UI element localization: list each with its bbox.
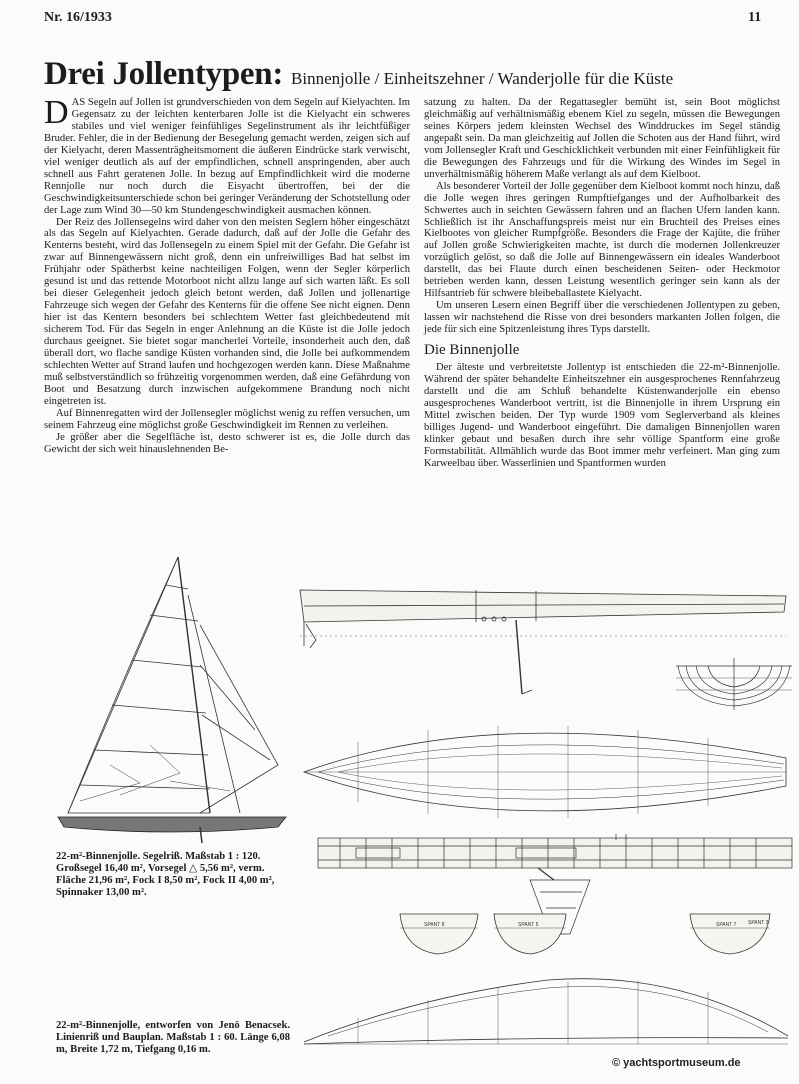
body-plan-lines bbox=[676, 658, 792, 710]
sheer-plan-lines bbox=[304, 979, 788, 1044]
sheer-plan-drawing bbox=[298, 966, 794, 1052]
page-number: 11 bbox=[748, 10, 762, 25]
sail-plan-caption: 22-m²-Binnenjolle. Segelriß. Maßstab 1 : 120. Großsegel 16,40 m², Vorsegel △ 5,56 m², verm. Fläche 21,96 m², Fock I 8,50 m², Fock II 4,00 m², Spinnaker 13,00 m². bbox=[56, 851, 275, 898]
frame-label-a: SPANT 8 bbox=[424, 922, 445, 928]
construction-lines bbox=[318, 834, 792, 880]
article-title bbox=[44, 56, 784, 93]
drop-cap: D bbox=[44, 94, 69, 131]
frame-label-c: SPANT 7 bbox=[716, 922, 737, 928]
body-plan-drawing bbox=[674, 656, 794, 714]
frame-sections-drawing bbox=[398, 904, 788, 960]
sail-plan-lines bbox=[58, 557, 286, 843]
construction-plan-drawing bbox=[316, 832, 796, 882]
title-sub: Binnenjolle / Einheitszehner / Wanderjolle für die Küste bbox=[291, 69, 674, 88]
paragraph: Auf Binnenregatten wird der Jollensegler möglichst wenig zu reffen versuchen, um seinem Fahrzeug eine möglichst große Geschwindigkeit im Rennen zu verleihen. bbox=[44, 407, 410, 431]
half-breadth-lines bbox=[304, 726, 786, 818]
lines-plan-caption: 22-m²-Binnenjolle, entworfen von Jenö Benacsek. Linienriß und Bauplan. Maßstab 1 : 60. Länge 6,08 m, Breite 1,72 m, Tiefgang 0,16 m. bbox=[56, 1020, 290, 1055]
frame-section-b bbox=[494, 914, 566, 954]
title-main: Drei Jollentypen: bbox=[44, 56, 284, 92]
section-heading: Die Binnenjolle bbox=[424, 342, 520, 359]
paragraph: Je größer aber die Segelfläche ist, desto schwerer ist es, die Jolle durch das Gewicht der sich weit hinauslehnenden Be- bbox=[44, 431, 410, 455]
half-breadth-drawing bbox=[298, 712, 792, 832]
frame-label-d: SPANT 3 bbox=[748, 920, 769, 926]
paragraph: satzung zu halten. Da der Regattasegler bemüht ist, sein Boot möglichst gleichmäßig auf verhältnismäßig ebenem Kiel zu segeln, müssen die Bewegungen seines Körpers jedem kleinsten Wechsel des Winddruckes im Segel ständig angepaßt sein. Da man gleichzeitig auf Jollen die Schoten aus der Hand führt, wird vom Jollensegler Kraft und Geschicklichkeit verbunden mit einer Feinfühligkeit für die Bewegungen des Fahrzeugs und für die Wirkung des Windes im Segel in unverhältnismäßig höherem Maße verlangt als auf dem Kielboot. bbox=[424, 97, 780, 180]
issue-number: Nr. 16/1933 bbox=[44, 10, 112, 25]
paragraph: Um unseren Lesern einen Begriff über die verschiedenen Jollentypen zu geben, lassen wir nachstehend die Risse von drei besonders markanten Jollen folgen, die jede für sich eine Spitzenleistung ihres Typs darstellt. bbox=[424, 300, 780, 336]
paragraph: Als besonderer Vorteil der Jolle gegenüber dem Kielboot kommt noch hinzu, daß die Jolle wegen ihres geringen Rumpftiefganges und der Aufholbarkeit des Schwertes auch in seichten Gewässern fahren und an flachen Ufern landen kann. Schließlich ist ihr Anschaffungspreis meist nur ein Bruchteil des Preises eines Kielbootes von gleicher Rumpfgröße. Besonders die Frage der Kajüte, die früher auf Jollen große Schwierigkeiten machte, ist durch die modernen Jollenkreuzer vorzüglich gelöst, so daß die Jolle auf Binnengewässern ein ideales Wanderboot darstellt, das bei Flaute durch einen bescheidenen Seiten- oder Heckmotor betrieben werden kann, dessen Leistung wesentlich geringer sein kann als der Hilfsantrieb für schwere bleibeballastete Kielyacht. bbox=[424, 180, 780, 300]
sail-plan-drawing bbox=[50, 555, 310, 845]
paragraph: Der Reiz des Jollensegelns wird daher von den meisten Seglern höher eingeschätzt als das Segeln auf Kielyachten. Gerade dadurch, daß auf der Jolle die Gefahr des Kenterns besteht, wird das Jollensegeln zu einem Spiel mit der Gefahr. Die Gefahr ist zwar auf Binnengewässern nicht groß, denn ein unfreiwilliges Bad hat selbst im Frühjahr oder Spätherbst keine nachteiligen Folgen, wenn der Segler körperlich gesund ist und das rettende Motorboot nicht allzu lange auf sich warten läßt. Es soll bei dieser Gelegenheit jedoch gleich betont werden, daß Jollen und jollenartige Fahrzeuge sich wegen der Gefahr des Kenterns für die offene See nicht eignen. Denn hier ist das Kentern besonders bei schlechtem Wetter fast gleichbedeutend mit sicherem Tod. Für das Segeln in enger Anlehnung an die Küste ist die Jolle jedoch durchaus geeignet. Sie bietet sogar mancherlei Vorteile, insonderheit auch den, daß überall dort, wo flache sandige Küsten vorhanden sind, die Jolle bei aufkommendem schlechten Wetter auf Strand laufen und hochgezogen werden kann. Diese Maßnahme muß selbstverständlich so frühzeitig vorgenommen werden, daß eine Gefährdung von Boot und Besatzung durch inzwischen aufgekommene Brandung noch nicht eingetreten ist. bbox=[44, 216, 410, 407]
watermark: © yachtsportmuseum.de bbox=[612, 1057, 741, 1069]
paragraph: Der älteste und verbreitetste Jollentyp ist entschieden die 22-m²-Binnenjolle. Während der später behandelte Einheitszehner ein ausgesprochenes Rennfahrzeug darstellt und die am Schluß behandelte Küstenwanderjolle ein ebenso ausgesprochenes Wanderboot vertritt, ist die Binnenjolle in ihrem Ursprung ein Mittel zwischen beiden. Der Typ wurde 1909 vom Seglerverband als kleines billiges Jugend- und Wanderboot eingeführt. Die damaligen Binnenjollen waren klinker gebaut und besaßen durch ihre sehr völlige Spantform eine große Formstabilität. Allmählich wurde das Boot immer mehr verfeinert. Man ging zum Karweelbau über. Wasserlinien und Spantformen wurden bbox=[424, 362, 780, 469]
paragraph: DAS Segeln auf Jollen ist grundverschieden von dem Segeln auf Kielyachten. Im Gegensatz zu der leichten kenterbaren Jolle ist die Kielyacht ein schweres stabiles und viel weniger feinfühliges Segelinstrument als ihr leichtfüßiger Bruder. Fehler, die in der Bedienung der Besegelung gemacht werden, zeigen sich auf der Kielyacht, deren Massenträgheitsmoment die äußeren Eindrücke stark verwischt, viel weniger deutlich als auf der empfindlichen, schnell anspringenden, aber auch schnell aus Fahrt geratenen Jolle. In bezug auf Empfindlichkeit wird die moderne Rennjolle nur noch durch die Eisyacht übertroffen, bei der die Geschwindigkeitsunterschiede schon bei geringer Veränderung der Schotstellung oder der Lage zum Wind 30—50 km Stundengeschwindigkeit ausmachen können. bbox=[44, 94, 410, 216]
left-column bbox=[44, 94, 410, 456]
frame-section-c bbox=[690, 914, 770, 954]
frame-label-b: SPANT 5 bbox=[518, 922, 539, 928]
right-column bbox=[424, 97, 780, 470]
frame-section-a bbox=[400, 914, 478, 954]
